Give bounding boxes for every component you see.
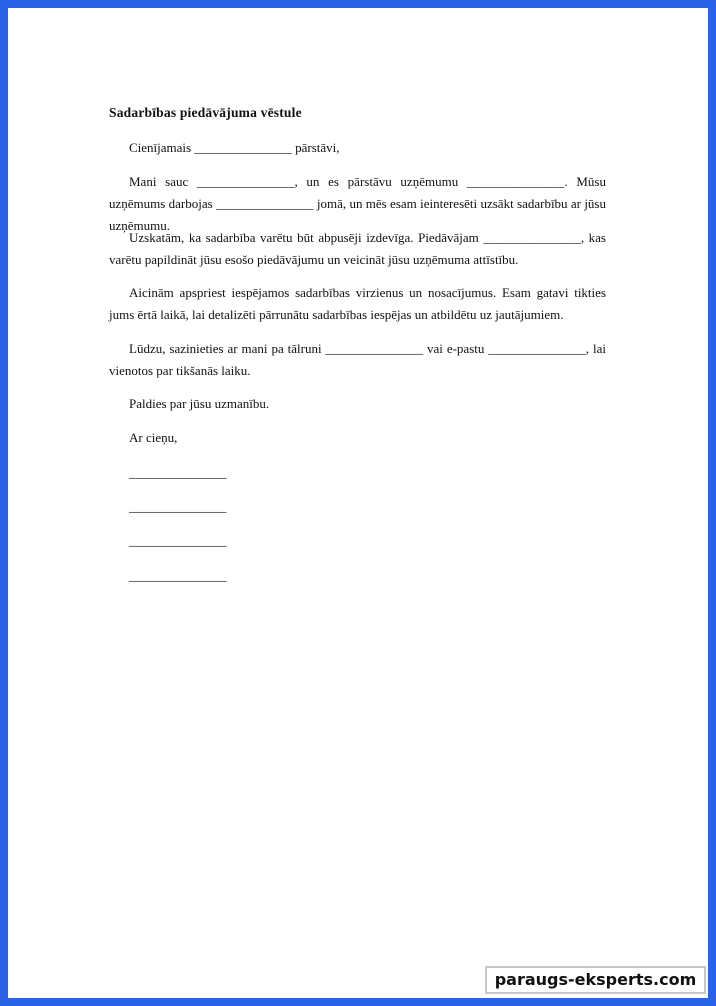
paragraph-contact: Lūdzu, sazinieties ar mani pa tālruni _______________ vai e-pastu _______________, lai vienotos par tikšanās laiku. [109,341,606,378]
signature-line: _______________ [129,533,227,548]
closing: Ar cieņu, [129,430,178,445]
document-title: Sadarbības piedāvājuma vēstule [109,105,302,120]
paragraph-intro: Mani sauc _______________, un es pārstāvu uzņēmumu _______________. Mūsu uzņēmums darbojas _______________ jomā, un mēs esam ieinteresēti uzsākt sadarbību ar jūsu uzņēmumu. [109,174,606,233]
salutation: Cienījamais _______________ pārstāvi, [129,140,340,155]
paragraph-offer: Uzskatām, ka sadarbība varētu būt abpusēji izdevīga. Piedāvājam _______________, kas varētu papildināt jūsu esošo piedāvājumu un veicināt jūsu uzņēmuma attīstību. [109,230,606,267]
paragraph-invitation: Aicinām apspriest iespējamos sadarbības virzienus un nosacījumus. Esam gatavi tikties jums ērtā laikā, lai detalizēti pārrunātu sadarbības iespējas un atbildētu uz jautājumiem. [109,285,606,322]
watermark-label: paraugs-eksperts.com [485,966,706,994]
signature-line: _______________ [129,465,227,480]
signature-line: _______________ [129,568,227,583]
signature-line: _______________ [129,499,227,514]
paragraph-thanks: Paldies par jūsu uzmanību. [129,396,270,411]
